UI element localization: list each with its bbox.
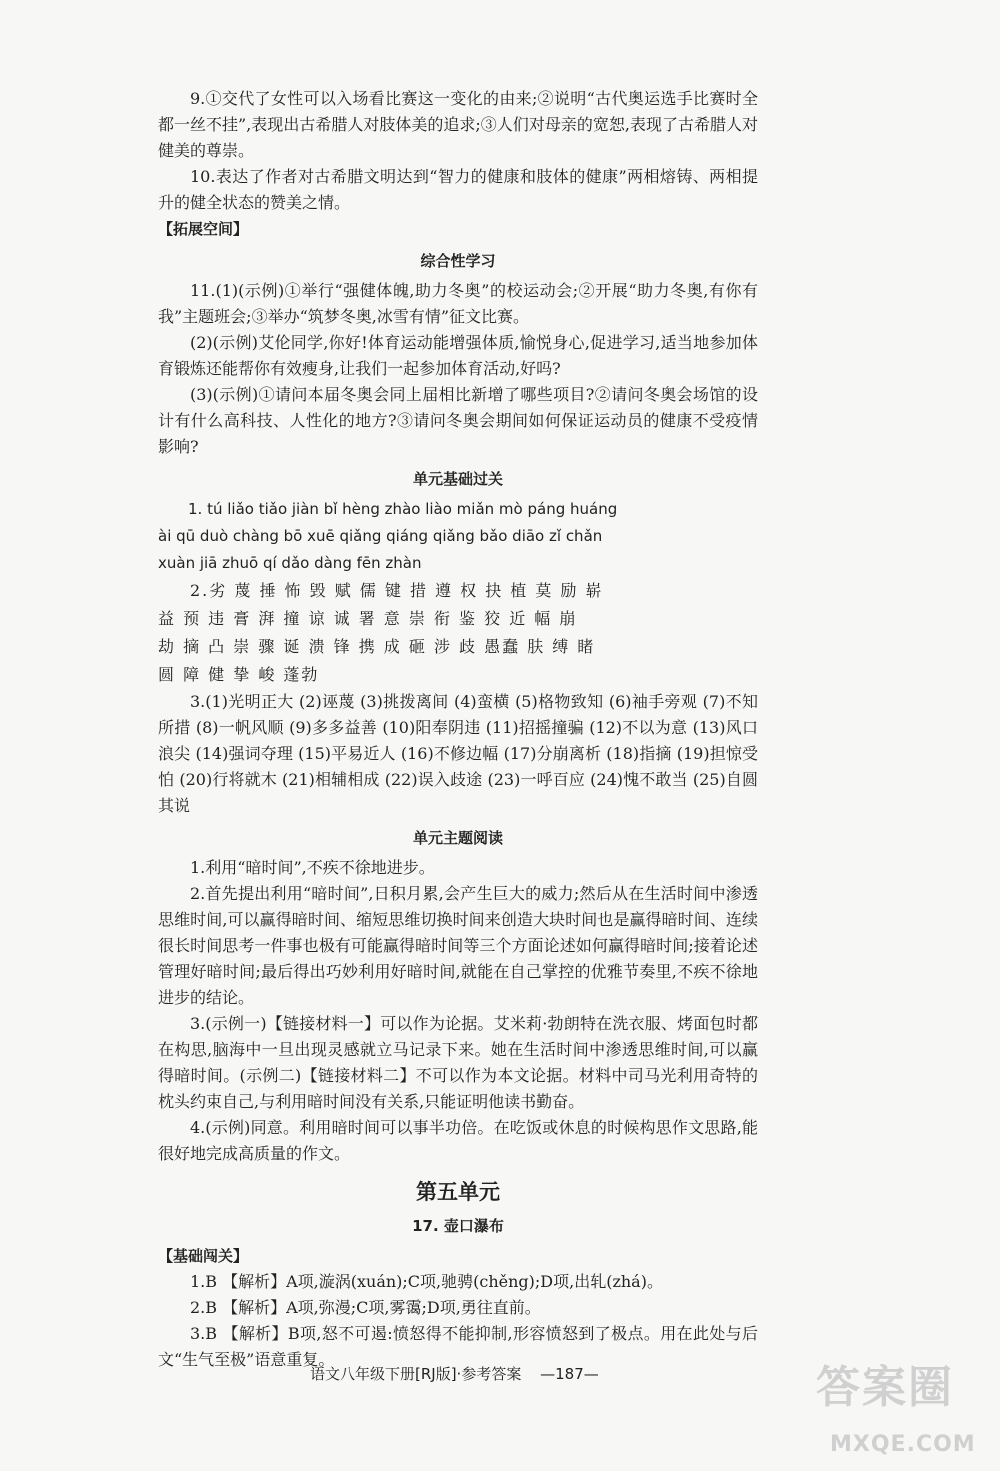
answer-idioms: 3.(1)光明正大 (2)诬蔑 (3)挑拨离间 (4)蛮横 (5)格物致知 (6)袖手旁观 (7)不知所措 (8)一帆风顺 (9)多多益善 (10)阳奉阴违 (11)招摇撞骗 (12)不以为意 (13)风口浪尖 (14)强词夺理 (15)平易近人 (16)不修边幅 (17)分崩离析 (18)指摘 (19)担惊受怕 (20)行将就木 (21)相辅相成 (22)误入歧途 (23)一呼百应 (24)愧不敢当 (25)自圆其说: [158, 692, 758, 815]
answer-q10: 10.表达了作者对古希腊文明达到“智力的健康和肢体的健康”两相熔铸、两相提升的健全状态的赞美之情。: [158, 167, 758, 212]
basic-answer-2: 2.B 【解析】A项,弥漫;C项,雾霭;D项,勇往直前。: [190, 1298, 541, 1317]
answer-q9: 9.①交代了女性可以入场看比赛这一变化的由来;②说明“古代奥运选手比赛时全都一丝不挂”,表现出古希腊人对肢体美的追求;③人们对母亲的宽恕,表现了古希腊人对健美的尊崇。: [158, 89, 758, 160]
watermark-url: MXQE.COM: [830, 1432, 976, 1457]
answer-page: [158, 86, 758, 1373]
page-footer: [310, 1363, 710, 1384]
heading-zonghe: 综合性学习: [420, 252, 496, 270]
pinyin-line-1: 1. tú liǎo tiǎo jiàn bǐ hèng zhào liào miǎn mò páng huáng: [188, 500, 618, 518]
heading-unit-5: 第五单元: [416, 1180, 500, 1204]
basic-answer-3: 3.B 【解析】B项,怒不可遏:愤怒得不能抑制,形容愤怒到了极点。用在此处与后文“生气至极”语意重复。: [158, 1324, 758, 1369]
pinyin-line-2: ài qū duò chàng bō xuē qiǎng qiáng qiǎng bǎo diāo zǐ chǎn: [158, 527, 603, 545]
watermark-text: 答案圈: [816, 1362, 954, 1413]
page-number: —187—: [540, 1365, 599, 1383]
chars-line-2: 益 预 违 膏 湃 撞 谅 诚 署 意 崇 衔 鉴 狡 近 幅 崩: [158, 609, 578, 628]
section-tag-tuozhan: 【拓展空间】: [158, 220, 249, 238]
watermark-logo: [816, 1351, 986, 1461]
heading-danyuan-jichu: 单元基础过关: [412, 470, 503, 488]
chars-line-4: 圆 障 健 挚 峻 蓬勃: [158, 665, 320, 684]
section-tag-jichu: 【基础闯关】: [158, 1247, 249, 1265]
reading-answer-2: 2.首先提出利用“暗时间”,日积月累,会产生巨大的威力;然后从在生活时间中渗透思维时间,可以赢得暗时间、缩短思维切换时间来创造大块时间也是赢得暗时间、连续很长时间思考一件事也极有可能赢得暗时间等三个方面论述如何赢得暗时间;接着论述管理好暗时间;最后得出巧妙利用好暗时间,就能在自己掌控的优雅节奏里,不疾不徐地进步的结论。: [158, 884, 758, 1007]
footer-book-title: 语文八年级下册[RJ版]·参考答案: [310, 1365, 522, 1383]
reading-answer-4: 4.(示例)同意。利用暗时间可以事半功倍。在吃饭或休息的时候构思作文思路,能很好地完成高质量的作文。: [158, 1118, 758, 1163]
heading-lesson-17: 17. 壶口瀑布: [412, 1217, 504, 1235]
answer-q11-1: 11.(1)(示例)①举行“强健体魄,助力冬奥”的校运动会;②开展“助力冬奥,有你有我”主题班会;③举办“筑梦冬奥,冰雪有情”征文比赛。: [158, 281, 758, 326]
answer-q11-2: (2)(示例)艾伦同学,你好!体育运动能增强体质,愉悦身心,促进学习,适当地参加体育锻炼还能帮你有效瘦身,让我们一起参加体育活动,好吗?: [158, 333, 758, 378]
heading-danyuan-yuedu: 单元主题阅读: [412, 829, 503, 847]
answer-q11-3: (3)(示例)①请问本届冬奥会同上届相比新增了哪些项目?②请问冬奥会场馆的设计有什么高科技、人性化的地方?③请问冬奥会期间如何保证运动员的健康不受疫情影响?: [158, 385, 758, 456]
chars-line-3: 劫 摘 凸 崇 骤 诞 溃 锋 携 成 砸 涉 歧 愚蠢 肤 缚 睹: [158, 637, 596, 656]
basic-answer-1: 1.B 【解析】A项,漩涡(xuán);C项,驰骋(chěng);D项,出轧(zhá)。: [190, 1272, 663, 1291]
pinyin-line-3: xuàn jiā zhuō qí dǎo dàng fēn zhàn: [158, 554, 422, 572]
reading-answer-1: 1.利用“暗时间”,不疾不徐地进步。: [190, 858, 435, 877]
reading-answer-3: 3.(示例一)【链接材料一】可以作为论据。艾米莉·勃朗特在洗衣服、烤面包时都在构思,脑海中一旦出现灵感就立马记录下来。她在生活时间中渗透思维时间,可以赢得暗时间。(示例二)【链接材料二】不可以作为本文论据。材料中司马光利用奇特的枕头约束自己,与利用暗时间没有关系,只能证明他读书勤奋。: [158, 1014, 758, 1111]
chars-line-1: 2.劣 蔑 捶 怖 毁 赋 儒 键 措 遵 权 抉 植 莫 励 崭: [190, 581, 604, 600]
